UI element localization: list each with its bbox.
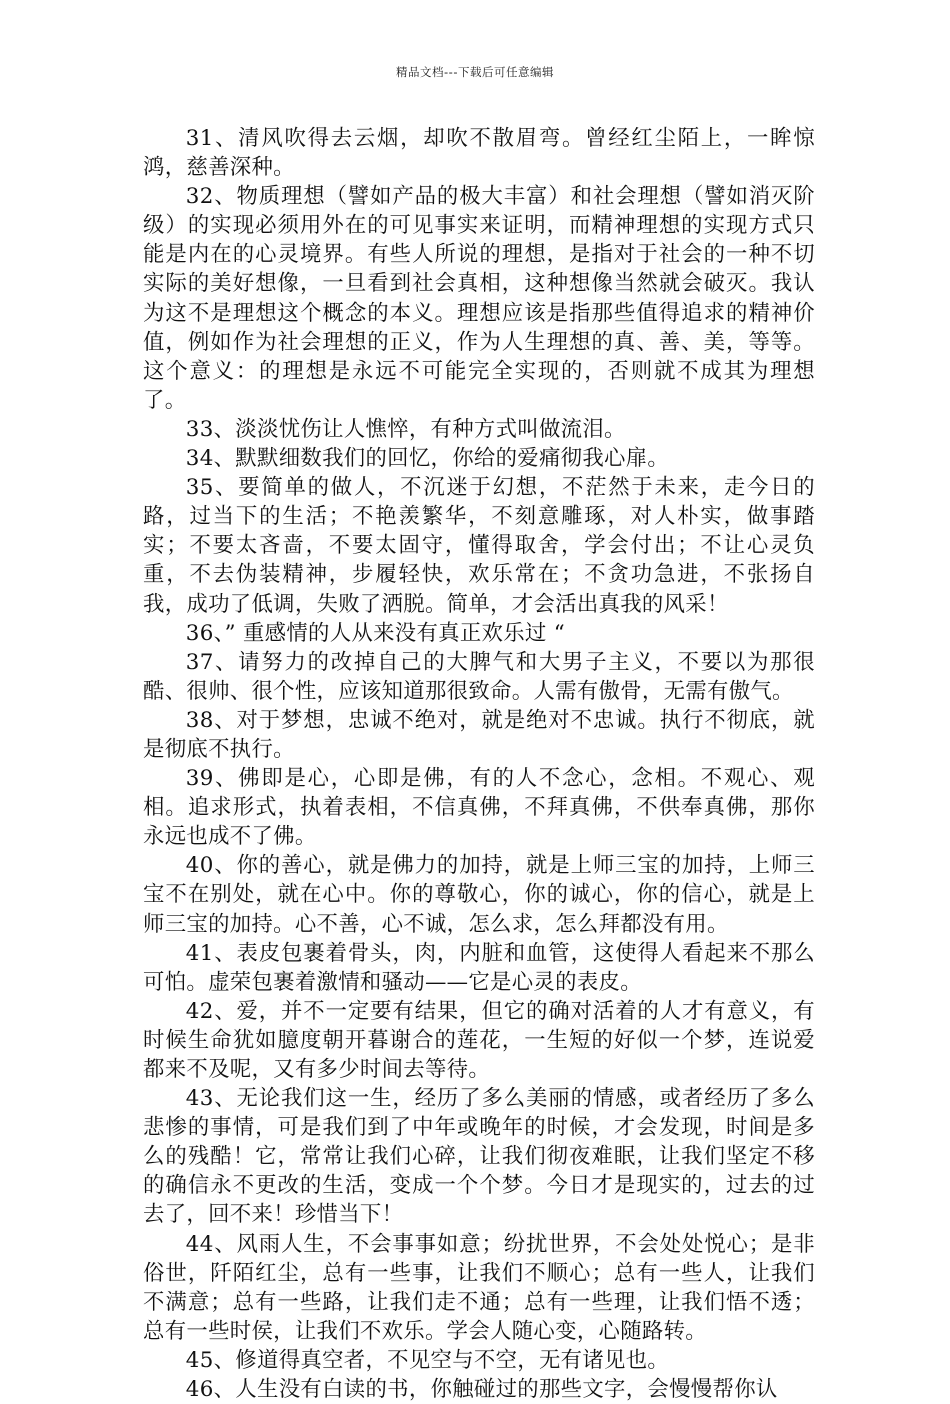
- paragraph-45: 45、修道得真空者，不见空与不空，无有诸见也。: [185, 1347, 670, 1373]
- paragraph-35: 35、要简单的做人，不沉迷于幻想，不茫然于未来，走今日的路，过当下的生活；不艳羡繁华，不刻意雕琢，对人朴实，做事踏实；不要太吝啬，不要太固守，懂得取舍，学会付出；不让心灵负重，不去伪装精神，步履轻快，欢乐常在；不贪功急进，不张扬自我，成功了低调，失败了洒脱。简单，才会活出真我的风采！: [143, 475, 815, 617]
- document-body: [143, 124, 815, 1404]
- paragraph-31: 31、清风吹得去云烟，却吹不散眉弯。曾经红尘陌上，一眸惊鸿，慈善深种。: [143, 126, 815, 181]
- paragraph-37: 37、请努力的改掉自己的大脾气和大男子主义，不要以为那很酷、很帅、很个性，应该知道那很致命。人需有傲骨，无需有傲气。: [143, 649, 815, 704]
- paragraph-33: 33、淡淡忧伤让人憔悴，有种方式叫做流泪。: [185, 416, 626, 442]
- paragraph-43: 43、无论我们这一生，经历了多么美丽的情感，或者经历了多么悲惨的事情，可是我们到了中年或晚年的时候，才会发现，时间是多么的残酷！它，常常让我们心碎，让我们彻夜难眠，让我们坚定不移的确信永不更改的生活，变成一个个梦。今日才是现实的，过去的过去了，回不来！珍惜当下！: [143, 1086, 815, 1228]
- paragraph-42: 42、爱，并不一定要有结果，但它的确对活着的人才有意义，有时候生命犹如臆度朝开暮谢合的莲花，一生短的好似一个梦，连说爱都来不及呢，又有多少时间去等待。: [143, 998, 815, 1082]
- paragraph-41: 41、表皮包裹着骨头，肉，内脏和血管，这使得人看起来不那么可怕。虚荣包裹着激情和骚动——它是心灵的表皮。: [143, 940, 815, 995]
- paragraph-40: 40、你的善心，就是佛力的加持，就是上师三宝的加持，上师三宝不在别处，就在心中。你的尊敬心，你的诚心，你的信心，就是上师三宝的加持。心不善，心不诚，怎么求，怎么拜都没有用。: [143, 853, 815, 937]
- page-header: 精品文档---下载后可任意编辑: [396, 65, 554, 79]
- paragraph-38: 38、对于梦想，忠诚不绝对，就是绝对不忠诚。执行不彻底，就是彻底不执行。: [143, 707, 815, 762]
- paragraph-32: 32、物质理想（譬如产品的极大丰富）和社会理想（譬如消灭阶级）的实现必须用外在的可见事实来证明，而精神理想的实现方式只能是内在的心灵境界。有些人所说的理想，是指对于社会的一种不切实际的美好想像，一旦看到社会真相，这种想像当然就会破灭。我认为这不是理想这个概念的本义。理想应该是指那些值得追求的精神价值，例如作为社会理想的正义，作为人生理想的真、善、美，等等。这个意义：的理想是永远不可能完全实现的，否则就不成其为理想了。: [143, 184, 815, 413]
- paragraph-36: 36、” 重感情的人从来没有真正欢乐过 “: [185, 620, 565, 646]
- paragraph-34: 34、默默细数我们的回忆，你给的爱痛彻我心扉。: [185, 446, 670, 472]
- paragraph-44: 44、风雨人生，不会事事如意；纷扰世界，不会处处悦心；是非俗世，阡陌红尘，总有一些事，让我们不顺心；总有一些人，让我们不满意；总有一些路，让我们走不通；总有一些理，让我们悟不透；总有一些时侯，让我们不欢乐。学会人随心变，心随路转。: [143, 1231, 815, 1344]
- paragraph-46: 46、人生没有白读的书，你触碰过的那些文字，会慢慢帮你认: [185, 1377, 778, 1403]
- paragraph-39: 39、佛即是心，心即是佛，有的人不念心，念相。不观心、观相。追求形式，执着表相，不信真佛，不拜真佛，不供奉真佛，那你永远也成不了佛。: [143, 766, 815, 850]
